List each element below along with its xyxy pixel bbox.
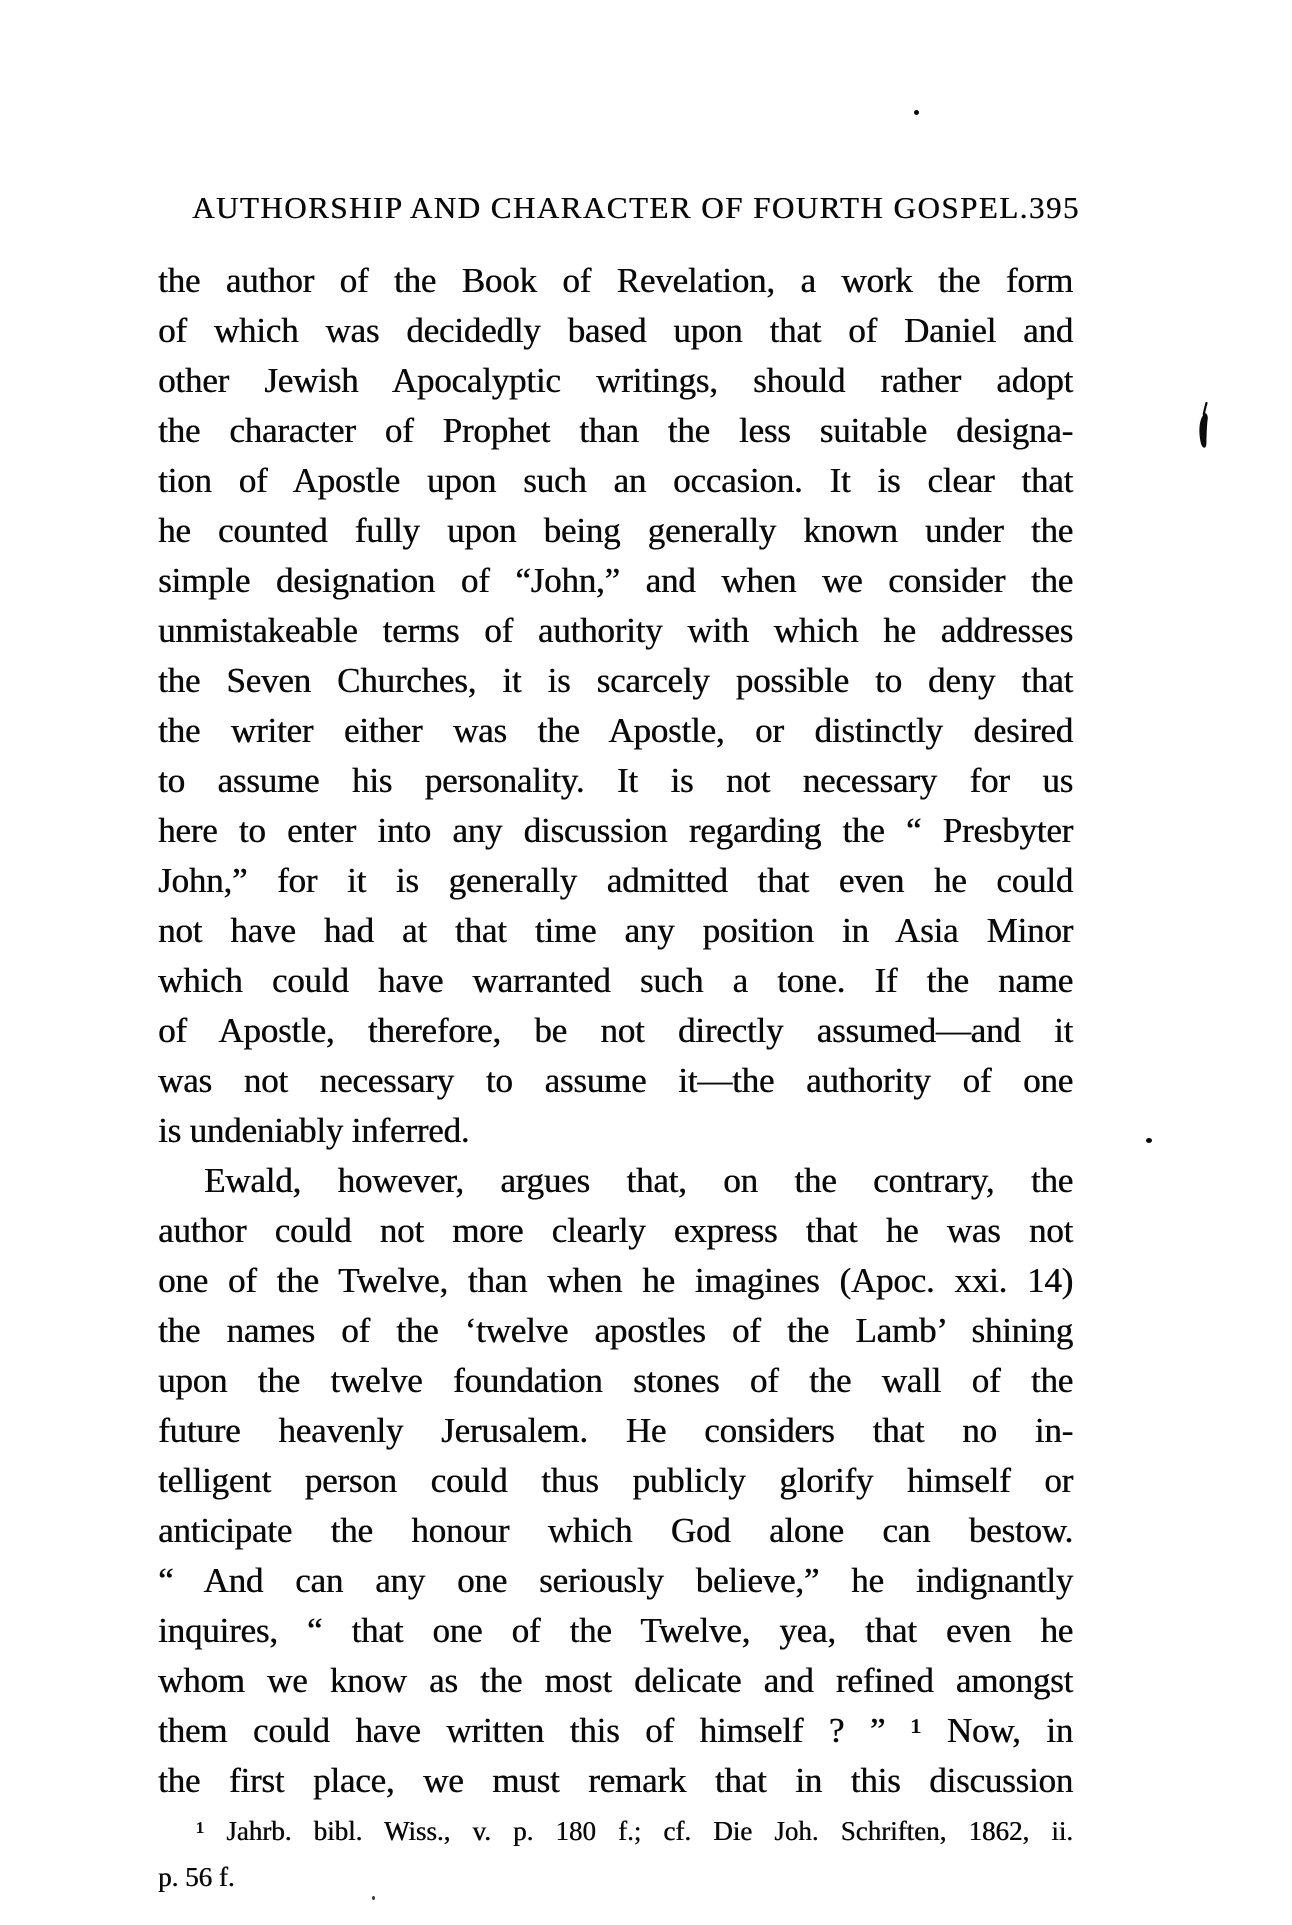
ink-blot-mark (1193, 402, 1215, 466)
text-line: “ And can any one seriously believe,” he indignantly (158, 1561, 1073, 1600)
text-line: John,” for it is generally admitted that even he could (158, 861, 1073, 900)
paragraph (158, 1156, 1073, 1806)
footnote (158, 1808, 1073, 1900)
footnote-line: p. 56 f. (158, 1862, 235, 1892)
page-number: 395 (1028, 190, 1080, 225)
text-line: to assume his personality. It is not necessary for us (158, 761, 1073, 800)
text-line: author could not more clearly express that he was not (158, 1211, 1073, 1250)
text-line: which could have warranted such a tone. If the name (158, 961, 1073, 1000)
text-line: of which was decidedly based upon that of Daniel and (158, 311, 1073, 350)
page-header (158, 190, 1080, 226)
text-line: the names of the ‘twelve apostles of the Lamb’ shining (158, 1311, 1073, 1350)
text-line: Ewald, however, argues that, on the contrary, the (204, 1161, 1073, 1200)
scan-speck (1146, 1138, 1152, 1143)
text-line: other Jewish Apocalyptic writings, should rather adopt (158, 361, 1073, 400)
scan-speck (372, 1896, 375, 1900)
scan-speck (914, 110, 919, 115)
text-line: telligent person could thus publicly glorify himself or (158, 1461, 1073, 1500)
text-line: of Apostle, therefore, be not directly assumed—and it (158, 1011, 1073, 1050)
text-line: whom we know as the most delicate and refined amongst (158, 1661, 1073, 1700)
text-line: unmistakeable terms of authority with which he addresses (158, 611, 1073, 650)
text-line: them could have written this of himself ? ” ¹ Now, in (158, 1711, 1073, 1750)
footnote-line: ¹ Jahrb. bibl. Wiss., v. p. 180 f.; cf. Die Joh. Schriften, 1862, ii. (196, 1816, 1073, 1846)
text-line: here to enter into any discussion regarding the “ Presbyter (158, 811, 1073, 850)
text-line: the writer either was the Apostle, or distinctly desired (158, 711, 1073, 750)
text-line: he counted fully upon being generally known under the (158, 511, 1073, 550)
text-line: the first place, we must remark that in this discussion (158, 1761, 1073, 1800)
running-title: AUTHORSHIP AND CHARACTER OF FOURTH GOSPEL. (192, 190, 1029, 225)
text-line: future heavenly Jerusalem. He considers that no in- (158, 1411, 1073, 1450)
text-line: the Seven Churches, it is scarcely possible to deny that (158, 661, 1073, 700)
text-line: the character of Prophet than the less suitable designa- (158, 411, 1073, 450)
text-line: not have had at that time any position in Asia Minor (158, 911, 1073, 950)
text-line: upon the twelve foundation stones of the wall of the (158, 1361, 1073, 1400)
text-line: the author of the Book of Revelation, a work the form (158, 261, 1073, 300)
text-line: inquires, “ that one of the Twelve, yea, that even he (158, 1611, 1073, 1650)
body-text (158, 256, 1073, 1806)
text-line: one of the Twelve, than when he imagines (Apoc. xxi. 14) (158, 1261, 1073, 1300)
text-line: simple designation of “John,” and when we consider the (158, 561, 1073, 600)
text-line: tion of Apostle upon such an occasion. It is clear that (158, 461, 1073, 500)
text-line: is undeniably inferred. (158, 1111, 470, 1150)
text-line: anticipate the honour which God alone can bestow. (158, 1511, 1073, 1550)
text-line: was not necessary to assume it—the authority of one (158, 1061, 1073, 1100)
paragraph (158, 256, 1073, 1156)
